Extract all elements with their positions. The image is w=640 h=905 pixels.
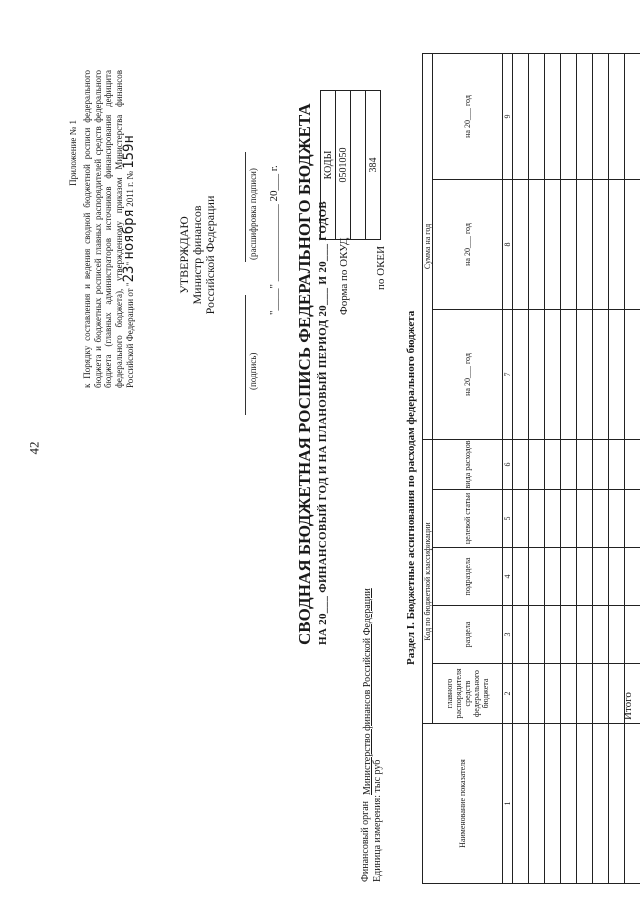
- unit-label: Единица измерения: тыс руб: [372, 759, 383, 882]
- col-header-year3: на 20___ год: [433, 53, 503, 179]
- document-title: СВОДНАЯ БЮДЖЕТНАЯ РОСПИСЬ ФЕДЕРАЛЬНОГО БЮДЖЕТА: [295, 103, 314, 645]
- col-num: 6: [503, 439, 513, 489]
- fin-org-value: Министерство финансов Российской Федерации: [362, 588, 373, 795]
- approval-line1: Министр финансов: [190, 205, 204, 305]
- table-row: [577, 53, 593, 883]
- fin-org-label: Финансовый орган: [360, 800, 371, 882]
- col-header-exp-type: вида расходов: [433, 439, 503, 489]
- date-line: "____" ______________ 20___ г.: [268, 165, 280, 315]
- code-okud: 0501050: [336, 91, 351, 240]
- order-number: 159н: [121, 135, 137, 169]
- col-header-target: целевой статьи: [433, 490, 503, 548]
- col-header-year1: на 20___ год: [433, 309, 503, 439]
- col-num: 7: [503, 309, 513, 439]
- col-num: 2: [503, 664, 513, 724]
- approval-line2: Российской Федерации: [203, 195, 217, 315]
- order-text: к Порядку составления и ведения сводной бюджетной росписи федерального бюджета и бюджетных росписей главных распорядителей средств федерального бюджета (главных администраторов источников финансирования дефицита федерального бюджета), утвержденному приказом Министерства финансов Российской Федерации от ": [82, 70, 135, 388]
- col-num: 5: [503, 490, 513, 548]
- table-row: [593, 53, 609, 883]
- col-num: 1: [503, 724, 513, 884]
- form-okud-label: Форма по ОКУД: [338, 237, 350, 315]
- appendix-label: Приложение № 1: [68, 120, 78, 186]
- col-header-grbs: главного распорядителя средств федерального бюджета: [433, 664, 503, 724]
- code-date: [351, 91, 366, 240]
- order-reference: к Порядку составления и ведения сводной бюджетной росписи федерального бюджета и бюджетных росписей главных распорядителей средств федерального бюджета (главных администраторов источников финансирования дефицита федерального бюджета), утвержденному приказом Министерства финансов Российской Федерации от "23" ноября 2011 г. № 159н: [82, 70, 137, 388]
- signature-label: (подпись): [248, 352, 258, 390]
- table-row: [529, 53, 545, 883]
- table-row: [625, 53, 640, 883]
- col-header-name: Наименование показателя: [423, 724, 503, 884]
- decode-label: (расшифровка подписи): [248, 168, 258, 260]
- document-sheet: [60, 50, 635, 890]
- signature-line: [245, 295, 246, 415]
- codes-header: КОДЫ: [321, 91, 336, 240]
- col-header-subsection: подраздела: [433, 548, 503, 606]
- page-number: 42: [26, 441, 42, 455]
- order-month: ноября: [121, 209, 137, 260]
- approval-block: [178, 180, 217, 330]
- col-num: 3: [503, 606, 513, 664]
- col-num: 4: [503, 548, 513, 606]
- section-title: Раздел I. Бюджетные ассигнования по расходам федерального бюджета: [405, 310, 417, 665]
- code-okei: 384: [366, 91, 381, 240]
- col-header-sum: Сумма на год: [423, 53, 433, 439]
- col-num: 9: [503, 53, 513, 179]
- codes-table: [320, 90, 381, 240]
- approval-title: УТВЕРЖДАЮ: [177, 216, 191, 294]
- table-row: [609, 53, 625, 883]
- table-row: [545, 53, 561, 883]
- budget-table: [422, 53, 640, 884]
- table-row: [561, 53, 577, 883]
- col-header-year2: на 20___ год: [433, 179, 503, 309]
- order-year: 2011 г. №: [125, 171, 135, 207]
- total-label: Итого: [622, 692, 634, 720]
- col-header-section: раздела: [433, 606, 503, 664]
- col-header-budget-code: Код по бюджетной классификации: [423, 439, 433, 723]
- table-row: [513, 53, 529, 883]
- decode-line: [245, 152, 246, 262]
- document-subtitle: НА 20___ ФИНАНСОВЫЙ ГОД И НА ПЛАНОВЫЙ ПЕРИОД 20___ И 20___ ГОДОВ: [317, 200, 329, 645]
- okei-label: по ОКЕИ: [375, 245, 387, 290]
- col-num: 8: [503, 179, 513, 309]
- order-day: 23: [121, 265, 137, 283]
